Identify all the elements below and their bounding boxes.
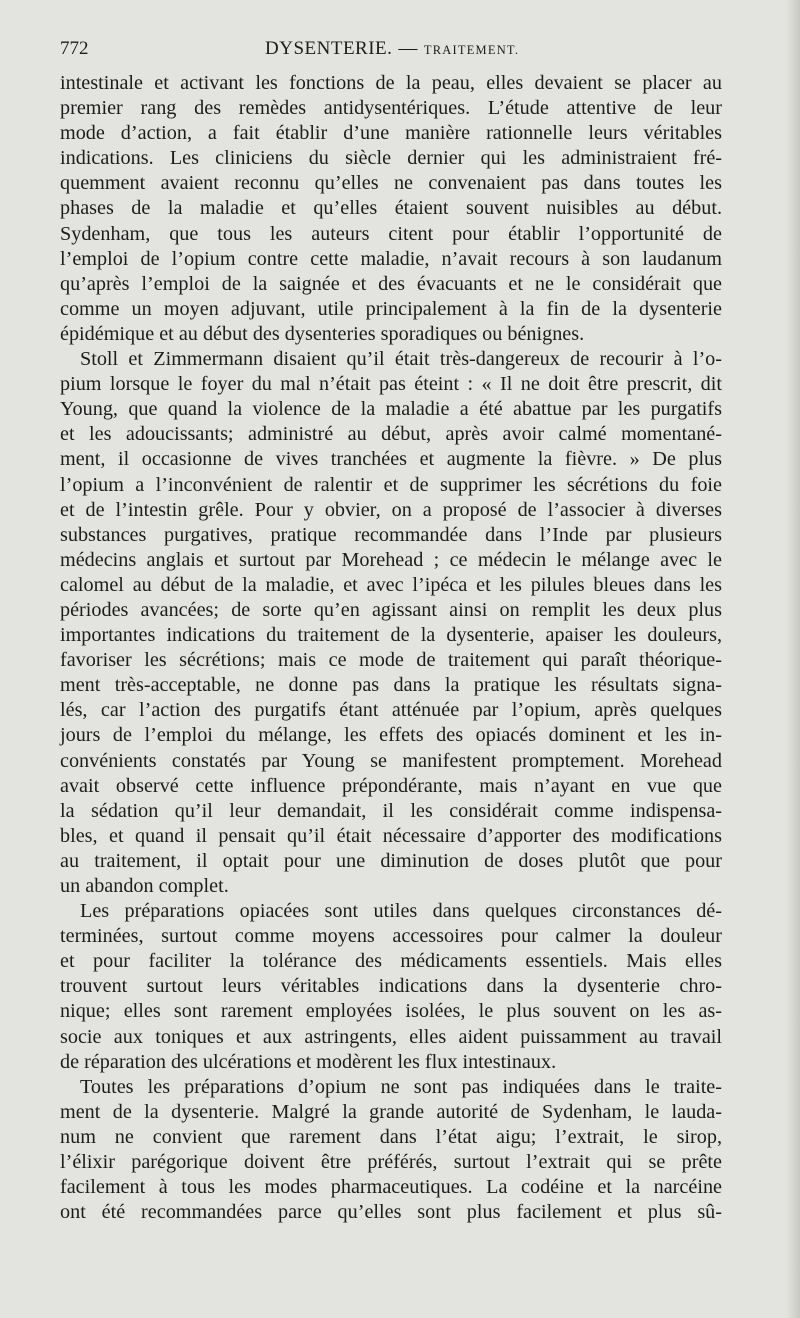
text-line: l’opium a l’inconvénient de ralentir et de supprimer les sécrétions du foie bbox=[60, 473, 722, 496]
text-line: intestinale et activant les fonctions de la peau, elles devaient se placer au bbox=[60, 72, 722, 94]
text-line: l’emploi de l’opium contre cette maladie, n’avait recours à son laudanum bbox=[60, 247, 722, 270]
text-line: Les préparations opiacées sont utiles dans quelques circonstances dé- bbox=[80, 900, 722, 923]
text-line: ment de la dysenterie. Malgré la grande autorité de Sydenham, le lauda- bbox=[60, 1100, 722, 1123]
text-line: comme un moyen adjuvant, utile principalement à la fin de la dysenterie bbox=[60, 297, 722, 320]
text-line: importantes indications du traitement de la dysenterie, apaiser les douleurs, bbox=[60, 624, 722, 647]
text-line: qu’après l’emploi de la saignée et des évacuants et ne le considérait que bbox=[60, 272, 722, 295]
text-line: ont été recommandées parce qu’elles sont plus facilement et plus sû- bbox=[60, 1201, 722, 1224]
text-line: et de l’intestin grêle. Pour y obvier, on a proposé de l’associer à diverses bbox=[60, 498, 722, 521]
body-text bbox=[60, 71, 722, 1225]
text-line: quemment avaient reconnu qu’elles ne convenaient pas dans toutes les bbox=[60, 172, 722, 195]
text-line: Toutes les préparations d’opium ne sont pas indiquées dans le traite- bbox=[80, 1075, 722, 1098]
text-line: num ne convient que rarement dans l’état aigu; l’extrait, le sirop, bbox=[60, 1125, 722, 1148]
text-line: de réparation des ulcérations et modèrent les flux intestinaux. bbox=[60, 1050, 557, 1073]
text-line: nique; elles sont rarement employées isolées, le plus souvent on les as- bbox=[60, 1000, 722, 1023]
text-line: premier rang des remèdes antidysentériques. L’étude attentive de leur bbox=[60, 97, 722, 120]
running-title bbox=[265, 38, 519, 60]
text-line: et les adoucissants; administré au début, après avoir calmé momentané- bbox=[60, 423, 722, 446]
text-line: terminées, surtout comme moyens accessoires pour calmer la douleur bbox=[60, 925, 722, 948]
text-line: ment, il occasionne de vives tranchées et augmente la fièvre. » De plus bbox=[60, 448, 722, 471]
text-line: jours de l’emploi du mélange, les effets des opiacés dominent et les in- bbox=[60, 724, 722, 747]
text-line: facilement à tous les modes pharmaceutiques. La codéine et la narcéine bbox=[60, 1176, 722, 1199]
text-line: lés, car l’action des purgatifs étant atténuée par l’opium, après quelques bbox=[60, 699, 722, 722]
text-line: périodes avancées; de sorte qu’en agissant ainsi on remplit les deux plus bbox=[60, 598, 722, 621]
text-line: ment très-acceptable, ne donne pas dans la pratique les résultats signa- bbox=[60, 674, 722, 697]
text-line: au traitement, il optait pour une diminution de doses plutôt que pour bbox=[60, 849, 722, 872]
text-line: convénients constatés par Young se manifestent promptement. Morehead bbox=[60, 749, 722, 772]
text-line: Stoll et Zimmermann disaient qu’il était très-dangereux de recourir à l’o- bbox=[80, 348, 722, 371]
text-line: et pour faciliter la tolérance des médicaments essentiels. Mais elles bbox=[60, 950, 722, 973]
text-line: pium lorsque le foyer du mal n’était pas éteint : « Il ne doit être prescrit, dit bbox=[60, 373, 722, 396]
text-line: substances purgatives, pratique recommandée dans l’Inde par plusieurs bbox=[60, 523, 722, 546]
text-line: trouvent surtout leurs véritables indications dans la dysenterie chro- bbox=[60, 975, 722, 998]
text-line: épidémique et au début des dysenteries sporadiques ou bénignes. bbox=[60, 322, 585, 345]
section-title: TRAITEMENT. bbox=[423, 43, 520, 57]
running-header bbox=[60, 38, 722, 64]
text-line: favoriser les sécrétions; mais ce mode de traitement qui paraît théorique- bbox=[60, 649, 722, 672]
text-line: socie aux toniques et aux astringents, elles aident puissamment au travail bbox=[60, 1025, 722, 1048]
page-number: 772 bbox=[60, 38, 89, 59]
text-line: un abandon complet. bbox=[60, 875, 229, 897]
title-dash: — bbox=[398, 38, 418, 59]
text-line: Sydenham, que tous les auteurs citent pour établir l’opportunité de bbox=[60, 222, 722, 245]
chapter-title: DYSENTERIE. bbox=[265, 38, 393, 59]
text-line: phases de la maladie et qu’elles étaient souvent nuisibles au début. bbox=[60, 197, 722, 220]
text-line: Young, que quand la violence de la maladie a été abattue par les purgatifs bbox=[60, 398, 722, 421]
text-line: avait observé cette influence prépondérante, mais n’ayant en vue que bbox=[60, 774, 722, 797]
text-line: l’élixir parégorique doivent être préférés, surtout l’extrait qui se prête bbox=[60, 1151, 722, 1174]
text-line: calomel au début de la maladie, et avec l’ipéca et les pilules bleues dans les bbox=[60, 573, 722, 596]
text-line: bles, et quand il pensait qu’il était nécessaire d’apporter des modifications bbox=[60, 824, 722, 847]
text-line: indications. Les cliniciens du siècle dernier qui les administraient fré- bbox=[60, 147, 722, 170]
text-line: médecins anglais et surtout par Morehead ; ce médecin le mélange avec le bbox=[60, 548, 722, 571]
text-line: la sédation qu’il leur demandait, il les considérait comme indispensa- bbox=[60, 799, 722, 822]
text-line: mode d’action, a fait établir d’une manière rationnelle leurs véritables bbox=[60, 122, 722, 145]
